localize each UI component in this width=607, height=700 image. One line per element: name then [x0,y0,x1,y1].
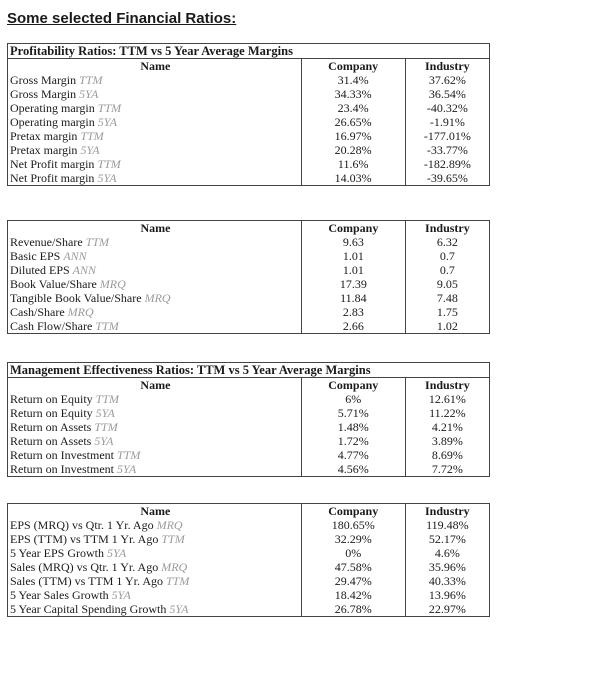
row-label [10,249,301,263]
row-name: Tangible Book Value/Share [10,291,142,305]
table-row [8,59,490,186]
industry-value: 52.17% [428,532,466,546]
company-value: 29.47% [334,574,372,588]
row-name: Cash Flow/Share [10,319,93,333]
industry-value: 9.05 [436,277,458,291]
row-label [10,319,301,333]
industry-value: -39.65% [426,171,468,185]
row-label [10,406,301,420]
period-tag: 5YA [107,546,127,560]
period-tag: 5YA [94,434,114,448]
company-value: 6% [345,392,362,406]
name-column [8,378,302,477]
row-name: Return on Assets [10,434,92,448]
table-body [8,221,490,334]
row-name: Sales (MRQ) vs Qtr. 1 Yr. Ago [10,560,159,574]
company-value: 18.42% [334,588,372,602]
row-name: Net Profit margin [10,157,95,171]
period-tag: TTM [161,532,185,546]
row-name: 5 Year Capital Spending Growth [10,602,167,616]
industry-column [405,221,489,334]
row-label [10,560,301,574]
period-tag: 5YA [97,171,117,185]
company-value: 11.84 [340,291,367,305]
industry-value: 7.48 [436,291,458,305]
row-label [10,263,301,277]
period-tag: 5YA [116,462,137,476]
period-tag: 5YA [80,143,100,157]
industry-value: 0.7 [439,263,455,277]
row-label [10,291,301,305]
page-heading: Some selected Financial Ratios: [7,10,237,27]
industry-value: 36.54% [428,87,466,101]
industry-value: -40.32% [426,101,468,115]
company-value: 20.28% [334,143,372,157]
company-value: 1.48% [337,420,369,434]
row-name: Return on Investment [10,448,114,462]
row-label [10,420,301,434]
period-tag: TTM [94,420,118,434]
industry-value: -1.91% [429,115,465,129]
column-header-industry: Industry [425,221,470,235]
industry-value: 3.89% [431,434,463,448]
industry-value: 4.21% [431,420,463,434]
industry-value: -33.77% [426,143,468,157]
column-header-company: Company [328,504,379,518]
industry-value: 1.02 [436,319,458,333]
industry-value: 13.96% [428,588,466,602]
row-label [10,602,301,616]
industry-value: 11.22% [429,406,466,420]
company-column [301,378,405,477]
period-tag: TTM [79,73,103,87]
industry-value: 4.6% [434,546,460,560]
row-label [10,532,301,546]
row-label [10,574,301,588]
row-label [10,101,301,115]
company-value: 26.78% [334,602,372,616]
row-name: Gross Margin [10,87,77,101]
table-row [8,378,490,477]
row-label [10,115,301,129]
per-share-ratios-table [7,220,490,334]
period-tag: TTM [85,235,109,249]
period-tag: MRQ [156,518,183,532]
row-name: EPS (TTM) vs TTM 1 Yr. Ago [10,532,159,546]
period-tag: ANN [72,263,97,277]
company-column [301,221,405,334]
period-tag: 5YA [95,406,115,420]
row-name: Return on Investment [10,462,114,476]
period-tag: 5YA [79,87,99,101]
column-header-industry: Industry [425,378,470,392]
period-tag: TTM [97,101,122,115]
row-label [10,546,301,560]
row-label [10,129,301,143]
company-value: 180.65% [331,518,375,532]
company-column [301,504,405,617]
company-value: 0% [345,546,362,560]
row-name: Revenue/Share [10,235,83,249]
name-column [8,221,302,334]
table-title: Profitability Ratios: TTM vs 5 Year Average Margins [8,44,490,59]
period-tag: 5YA [169,602,189,616]
industry-value: 37.62% [428,73,466,87]
company-value: 23.4% [337,101,369,115]
industry-value: 12.61% [428,392,466,406]
company-value: 26.65% [334,115,372,129]
company-value: 47.58% [334,560,372,574]
column-header-company: Company [328,378,379,392]
company-value: 4.56% [337,462,369,476]
industry-value: 40.33% [428,574,466,588]
growth-rates-table [7,503,490,617]
row-name: 5 Year EPS Growth [10,546,105,560]
row-label [10,305,301,319]
industry-value: 1.75 [436,305,458,319]
column-header-industry: Industry [424,59,470,73]
table-body [8,59,490,186]
industry-value: 6.32 [436,235,458,249]
row-label [10,73,301,87]
column-header-name: Name [140,59,171,73]
company-value: 16.97% [334,129,372,143]
name-column [8,59,302,186]
row-name: Return on Assets [10,420,92,434]
company-value: 9.63 [342,235,364,249]
industry-value: 22.97% [428,602,466,616]
row-name: Cash/Share [10,305,65,319]
column-header-name: Name [140,221,171,235]
row-name: Gross Margin [10,73,77,87]
table-row [8,221,490,334]
period-tag: 5YA [111,588,131,602]
company-value: 1.01 [342,249,364,263]
period-tag: TTM [116,448,141,462]
row-name: Book Value/Share [10,277,97,291]
industry-value: 35.96% [428,560,466,574]
row-label [10,87,301,101]
table-body [8,504,490,617]
company-column [301,59,405,186]
row-label [10,143,301,157]
period-tag: TTM [97,157,121,171]
industry-value: -177.01% [423,129,471,143]
company-value: 17.39 [339,277,367,291]
company-value: 2.66 [342,319,364,333]
row-label [10,235,301,249]
row-label [10,157,301,171]
row-name: 5 Year Sales Growth [10,588,109,602]
period-tag: MRQ [67,305,94,319]
row-name: Pretax margin [10,143,78,157]
row-label [10,277,301,291]
row-name: Sales (TTM) vs TTM 1 Yr. Ago [10,574,163,588]
row-name: EPS (MRQ) vs Qtr. 1 Yr. Ago [10,518,154,532]
row-name: Return on Equity [10,406,93,420]
industry-column [405,378,489,477]
table-row [8,504,490,617]
table-body [8,378,490,477]
row-label [10,588,301,602]
industry-value: 8.69% [431,448,463,462]
company-value: 11.6% [337,157,369,171]
column-header-name: Name [140,504,171,518]
industry-column [405,59,489,186]
company-value: 31.4% [337,73,369,87]
profitability-ratios-table [7,43,490,186]
row-name: Net Profit margin [10,171,95,185]
row-label [10,518,301,532]
row-name: Basic EPS [10,249,61,263]
industry-value: 0.7 [439,249,455,263]
company-value: 1.01 [342,263,364,277]
period-tag: ANN [63,249,87,263]
period-tag: TTM [95,392,120,406]
row-label [10,434,301,448]
period-tag: MRQ [99,277,126,291]
row-name: Operating margin [10,101,95,115]
column-header-industry: Industry [425,504,470,518]
period-tag: MRQ [161,560,188,574]
period-tag: TTM [95,319,119,333]
period-tag: MRQ [144,291,171,305]
company-value: 14.03% [334,171,372,185]
row-name: Pretax margin [10,129,78,143]
management-effectiveness-table [7,362,490,477]
row-label [10,171,301,185]
column-header-company: Company [328,221,379,235]
industry-column [405,504,489,617]
industry-value: -182.89% [423,157,471,171]
period-tag: 5YA [97,115,117,129]
column-header-company: Company [328,59,379,73]
row-name: Return on Equity [10,392,93,406]
industry-value: 119.48% [426,518,469,532]
company-value: 1.72% [337,434,369,448]
period-tag: TTM [80,129,104,143]
row-name: Operating margin [10,115,95,129]
table-title: Management Effectiveness Ratios: TTM vs 5 Year Average Margins [8,363,490,378]
industry-value: 7.72% [431,462,463,476]
row-name: Diluted EPS [10,263,70,277]
row-label [10,462,301,476]
period-tag: TTM [166,574,190,588]
company-value: 5.71% [337,406,369,420]
name-column [8,504,302,617]
row-label [10,448,301,462]
column-header-name: Name [140,378,171,392]
company-value: 34.33% [334,87,372,101]
company-value: 2.83 [342,305,364,319]
company-value: 4.77% [337,448,369,462]
company-value: 32.29% [334,532,372,546]
row-label [10,392,301,406]
